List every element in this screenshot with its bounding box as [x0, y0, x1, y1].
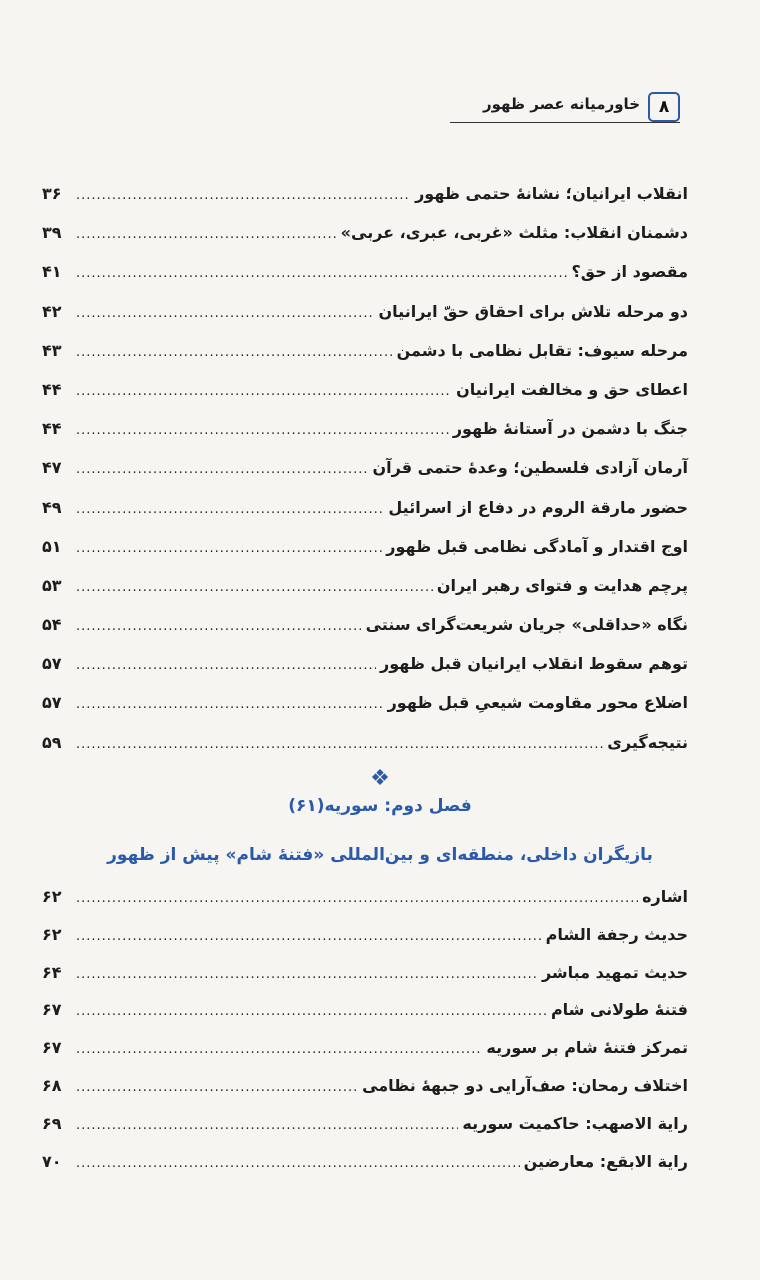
dot-leader: [76, 993, 547, 1031]
toc-entry-title: نگاه «حداقلی» جریان شریعت‌گرای سنتی: [365, 615, 688, 635]
dot-leader: [76, 254, 568, 293]
toc-entry[interactable]: [42, 213, 688, 252]
toc-entry-page: ۶۲: [42, 887, 62, 906]
chapter-heading: فصل دوم: سوریه(۶۱): [288, 796, 472, 816]
toc-entry-title: رایة الابقع: معارضین: [523, 1151, 688, 1171]
dot-leader: [76, 880, 638, 918]
toc-entry-title: حضور مارقة الروم در دفاع از اسرائیل: [388, 497, 688, 517]
toc-entry-page: ۵۷: [42, 654, 62, 674]
header-rule: [450, 122, 680, 123]
toc-entry[interactable]: [42, 1143, 688, 1181]
toc-entry-title: رایة الاصهب: حاکمیت سوریه: [462, 1113, 688, 1133]
toc-entry-page: ۴۲: [42, 301, 62, 321]
dot-leader: [76, 685, 384, 724]
toc-entry-page: ۶۷: [42, 1000, 62, 1020]
toc-entry-title: تمرکز فتنهٔ شام بر سوریه: [486, 1038, 688, 1058]
toc-entry[interactable]: [42, 954, 688, 992]
toc-entry-title: جنگ با دشمن در آستانهٔ ظهور: [452, 419, 688, 439]
dot-leader: [76, 450, 369, 489]
toc-entry-page: ۴۹: [42, 497, 62, 517]
toc-entry[interactable]: [42, 644, 688, 683]
dot-leader: [76, 176, 411, 215]
toc-entry-title: حدیث تمهید مباشر: [541, 962, 688, 982]
toc-entry-title: اختلاف رمحان: صف‌آرایی دو جبههٔ نظامی: [362, 1075, 688, 1095]
toc-entry-page: ۴۷: [42, 458, 62, 478]
diamond-ornament-icon: ❖: [370, 766, 390, 791]
toc-entry[interactable]: [42, 527, 688, 566]
toc-entry-title: حدیث رجفة الشام: [545, 924, 688, 944]
toc-entry[interactable]: [42, 723, 688, 762]
toc-entry-title: اشاره: [642, 887, 688, 906]
toc-entry[interactable]: [42, 292, 688, 331]
toc-entry-page: ۶۸: [42, 1075, 62, 1095]
dot-leader: [76, 607, 362, 646]
toc-entry[interactable]: [42, 174, 688, 213]
toc-entry-title: توهم سقوط انقلاب ایرانیان قبل ظهور: [380, 654, 688, 674]
dot-leader: [76, 725, 603, 764]
toc-entry-title: دو مرحله تلاش برای احقاق حقّ ایرانیان: [378, 301, 688, 321]
toc-entry-page: ۵۱: [42, 536, 62, 556]
dot-leader: [76, 529, 382, 568]
toc-entry[interactable]: [42, 1067, 688, 1105]
dot-leader: [76, 646, 376, 685]
dot-leader: [76, 1031, 482, 1069]
toc-entry[interactable]: [42, 878, 688, 916]
dot-leader: [76, 956, 538, 994]
toc-entry-page: ۴۴: [42, 379, 62, 399]
dot-leader: [76, 411, 449, 450]
toc-entry-page: ۴۴: [42, 419, 62, 439]
toc-entry-title: اوج اقتدار و آمادگی نظامی قبل ظهور: [386, 536, 688, 556]
toc-entry[interactable]: [42, 683, 688, 722]
toc-entry-title: فتنهٔ طولانی شام: [550, 1000, 688, 1020]
toc-entry[interactable]: [42, 1105, 688, 1143]
toc-entry-title: پرچم هدایت و فتوای رهبر ایران: [436, 575, 688, 595]
toc-entry[interactable]: [42, 370, 688, 409]
toc-entry-title: اضلاع محور مقاومت شیعیِ قبل ظهور: [387, 693, 688, 713]
dot-leader: [76, 294, 375, 333]
toc-entry[interactable]: [42, 331, 688, 370]
toc-entry-title: نتیجه‌گیری: [607, 732, 688, 752]
toc-entry-title: اعطای حق و مخالفت ایرانیان: [456, 379, 688, 399]
dot-leader: [76, 1145, 520, 1183]
toc-list-part1: [42, 174, 688, 762]
toc-entry[interactable]: [42, 991, 688, 1029]
toc-entry-page: ۳۹: [42, 223, 62, 243]
toc-entry-title: انقلاب ایرانیان؛ نشانهٔ حتمی ظهور: [415, 184, 688, 203]
toc-entry-page: ۶۴: [42, 962, 62, 982]
dot-leader: [76, 333, 393, 372]
toc-entry-page: ۶۹: [42, 1113, 62, 1133]
toc-entry[interactable]: [42, 605, 688, 644]
toc-entry-page: ۴۱: [42, 262, 62, 282]
dot-leader: [76, 1107, 458, 1145]
toc-entry[interactable]: [42, 916, 688, 954]
toc-entry-title: آرمان آزادی فلسطین؛ وعدهٔ حتمی قرآن: [372, 458, 688, 478]
toc-entry-title: مقصود از حق؟: [571, 262, 688, 282]
dot-leader: [76, 490, 384, 529]
running-title: خاورمیانه عصر ظهور: [482, 95, 640, 113]
running-header: [448, 92, 680, 132]
toc-entry-page: ۴۳: [42, 340, 62, 360]
dot-leader: [76, 215, 337, 254]
toc-entry-page: ۶۷: [42, 1038, 62, 1058]
dot-leader: [76, 918, 542, 956]
toc-list-part2: [42, 878, 688, 1180]
toc-entry[interactable]: [42, 1029, 688, 1067]
toc-entry[interactable]: [42, 566, 688, 605]
toc-entry-page: ۵۹: [42, 732, 62, 752]
toc-entry[interactable]: [42, 488, 688, 527]
toc-entry-page: ۵۳: [42, 575, 62, 595]
toc-entry-page: ۷۰: [42, 1151, 62, 1171]
toc-entry[interactable]: [42, 448, 688, 487]
toc-entry-page: ۵۴: [42, 615, 62, 635]
dot-leader: [76, 1069, 358, 1107]
dot-leader: [76, 568, 433, 607]
toc-entry-page: ۳۶: [42, 184, 62, 203]
dot-leader: [76, 372, 452, 411]
toc-entry-title: دشمنان انقلاب: مثلث «غربی، عبری، عربی»: [340, 223, 688, 243]
toc-entry[interactable]: [42, 252, 688, 291]
toc-entry-title: مرحله سیوف: تقابل نظامی با دشمن: [396, 340, 688, 360]
toc-entry-page: ۶۲: [42, 924, 62, 944]
chapter-subheading: بازیگران داخلی، منطقه‌ای و بین‌المللی «فتنهٔ شام» پیش از ظهور: [107, 845, 653, 865]
page-number: ۸: [648, 92, 680, 122]
toc-entry[interactable]: [42, 409, 688, 448]
toc-entry-page: ۵۷: [42, 693, 62, 713]
